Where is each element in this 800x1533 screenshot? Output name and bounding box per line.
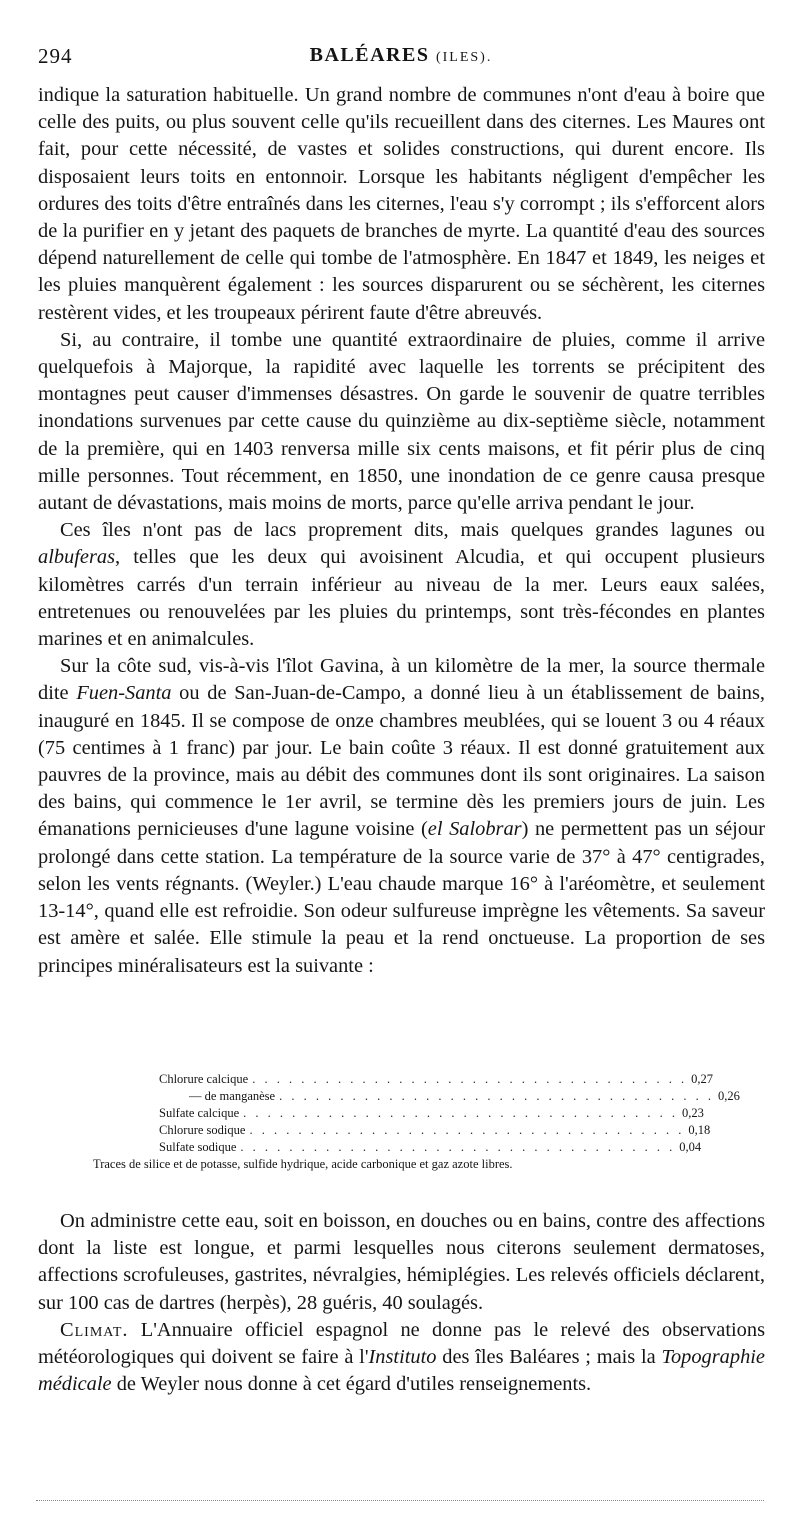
albuferas-term: albuferas: [38, 546, 116, 569]
lagoons-text-2: , telles que les deux qui avoisinent Alcudia, et qui occupent plusieurs kilomètres carrés d'un terrain inférieur au niveau de la mer. Leurs eaux salées, entretenues ou renouvelées par les pluies du printemps, sont très-fécondes en plantes marines et en animalcules.: [38, 546, 765, 651]
mineral-value: 0,23: [682, 1106, 704, 1120]
climat-text-2: des îles Baléares ; mais la: [436, 1346, 662, 1369]
mineral-name: Chlorure sodique: [159, 1123, 246, 1137]
running-head-title: BALÉARES: [309, 44, 430, 66]
lagoons-text-1: Ces îles n'ont pas de lacs proprement dits, mais quelques grandes lagunes ou: [60, 519, 765, 542]
instituto-term: Instituto: [368, 1346, 437, 1369]
mineral-value: 0,26: [717, 1089, 740, 1103]
paragraph-lagoons: [38, 517, 765, 653]
paragraph-floods: Si, au contraire, il tombe une quantité extraordinaire de pluies, comme il arrive quelquefois à Majorque, la rapidité avec laquelle les torrents se précipitent des montagnes peut causer d'immenses désastres. On garde le souvenir de quatre terribles inondations survenues par cette cause du quinzième au dix-septième siècle, notamment de la première, qui en 1403 renversa mille six cents maisons, et fit périr plus de cinq mille personnes. Tout récemment, en 1850, une inondation de ce genre causa presque autant de dévastations, mais moins de morts, parce qu'elle arriva pendant le jour.: [38, 328, 765, 515]
main-text-continued: [38, 1208, 765, 1398]
table-row: [159, 1139, 702, 1156]
table-row: [159, 1088, 740, 1105]
paragraph-water-supply: indique la saturation habituelle. Un grand nombre de communes n'ont d'eau à boire que celle des puits, ou plus souvent celle qu'ils recueillent dans des citernes. Les Maures ont fait, pour cette nécessité, de vastes et solides constructions, qui durent encore. Ils disposaient leurs toits en entonnoir. Lorsque les habitants négligent d'empêcher les ordures des toits d'être entraînés dans les citernes, l'eau s'y corrompt ; ils s'efforcent alors de la purifier en y jetant des paquets de branches de myrte. La quantité d'eau des sources dépend naturellement de celle qui tombe de l'atmosphère. En 1847 et 1849, les neiges et les pluies manquèrent également : les sources disparurent ou se séchèrent, les citernes restèrent vides, et les troupeaux périrent faute d'être abreuvés.: [38, 84, 765, 324]
table-row: [159, 1105, 704, 1122]
spring-text-3: ) ne permettent pas un séjour prolongé dans cette station. La température de la source varie de 37° à 47° centigrades, selon les vents régnants. (Weyler.) L'eau chaude marque 16° à l'aréomètre, et seulement 13-14°, quand elle est refroidie. Son odeur sulfureuse imprègne les vêtements. Sa saveur est amère et salée. Elle stimule la peau et la rend onctueuse. La proportion de ses principes minéralisateurs est la suivante :: [38, 818, 766, 977]
mineral-composition-table: [93, 1071, 740, 1173]
running-head: [38, 44, 764, 67]
mineral-value: 0,27: [691, 1072, 713, 1086]
spring-text-2: ou de San-Juan-de-Campo, a donné lieu à un établissement de bains, inauguré en 1845. Il se compose de onze chambres meublées, qui se louent 3 ou 4 réaux (75 centimes à 1 franc) par jour. Le bain coûte 3 réaux. Il est donné gratuitement aux pauvres de la province, mais au débit des communes dont ils sont originaires. La saison des bains, qui commence le 1er avril, se termine dès les premiers jours de juin. Les émanations pernicieuses d'une lagune voisine (: [38, 682, 765, 841]
mineral-name: Sulfate sodique: [159, 1140, 237, 1154]
table-row: [159, 1071, 713, 1088]
leader-dots: . . . . . . . . . . . . . . . . . . . . . . . . . . . . . . . . . . . .: [240, 1140, 676, 1154]
climat-heading: Climat.: [60, 1318, 129, 1341]
leader-dots: . . . . . . . . . . . . . . . . . . . . . . . . . . . . . . . . . . . .: [249, 1123, 685, 1137]
running-head-subtitle: (ILES).: [435, 50, 493, 65]
mineral-name: Sulfate calcique: [159, 1106, 240, 1120]
mineral-value: 0,18: [688, 1123, 711, 1137]
main-text: [38, 82, 765, 980]
mineral-name: — de manganèse: [189, 1089, 276, 1103]
paragraph-climat: [38, 1317, 765, 1399]
salobrar-term: el Salobrar: [427, 818, 522, 841]
mineral-value: 0,04: [679, 1140, 702, 1154]
leader-dots: . . . . . . . . . . . . . . . . . . . . . . . . . . . . . . . . . . . .: [279, 1089, 714, 1103]
page-header: [38, 44, 764, 74]
spring-text-1: Sur la côte sud, vis-à-vis l'îlot Gavina, à un kilomètre de la mer, la source thermale dite: [38, 655, 765, 705]
climat-text-1: L'Annuaire officiel espagnol ne donne pas le relevé des observations météorologiques qui doivent se faire à l': [38, 1318, 765, 1369]
table-row: [159, 1122, 711, 1139]
page-number: 294: [38, 44, 73, 68]
mineral-name: Chlorure calcique: [159, 1072, 249, 1086]
paragraph-thermal-spring: [38, 653, 765, 979]
leader-dots: . . . . . . . . . . . . . . . . . . . . . . . . . . . . . . . . . . . .: [243, 1106, 679, 1120]
leader-dots: . . . . . . . . . . . . . . . . . . . . . . . . . . . . . . . . . . . .: [252, 1072, 688, 1086]
footer-rule: [36, 1500, 764, 1501]
fuen-santa-term: Fuen-Santa: [76, 682, 172, 705]
traces-note: Traces de silice et de potasse, sulfide hydrique, acide carbonique et gaz azote libres.: [93, 1157, 513, 1171]
topographie-term: Topographie médicale: [38, 1346, 765, 1396]
paragraph-treatment: On administre cette eau, soit en boisson, en douches ou en bains, contre des affections dont la liste est longue, et parmi lesquelles nous citerons seulement dermatoses, affections scrofuleuses, gastrites, névralgies, hémiplégies. Les relevés officiels déclarent, sur 100 cas de dartres (herpès), 28 guéris, 40 soulagés.: [38, 1210, 765, 1314]
climat-text-3: de Weyler nous donne à cet égard d'utiles renseignements.: [111, 1373, 592, 1396]
